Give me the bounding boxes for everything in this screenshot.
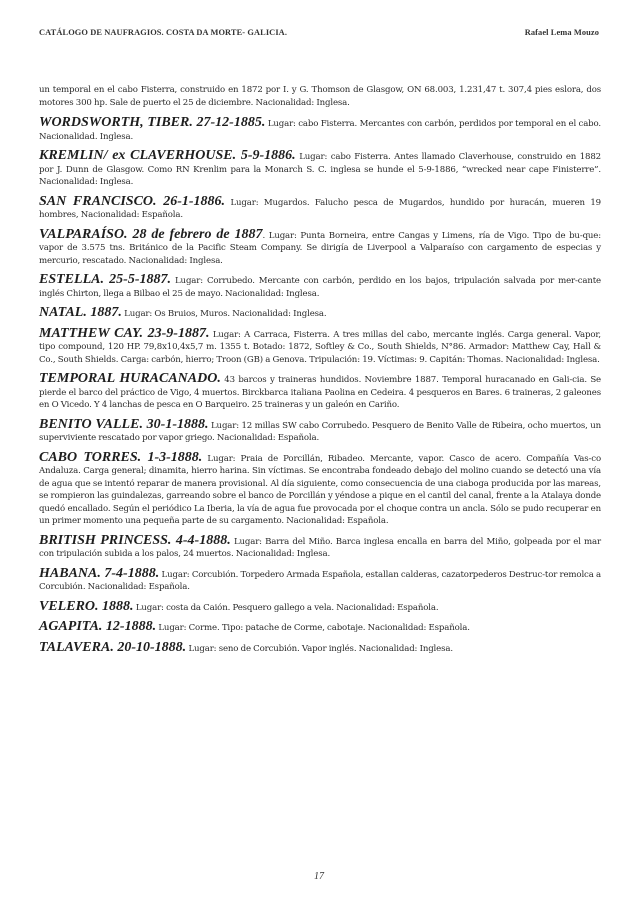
entry-text: Lugar: Barra del Miño. Barca inglesa encalla en barra del Miño, golpeada por el mar con tripulación subida a los palos, 24 muertos. Nacionalidad: Inglesa. bbox=[39, 536, 601, 559]
entry-title: WORDSWORTH, TIBER. 27-12-1885. bbox=[39, 115, 266, 130]
shipwreck-entry bbox=[39, 565, 601, 594]
entry-title: VALPARAÍSO. 28 de febrero de 1887 bbox=[39, 226, 263, 242]
entry-title: CABO TORRES. 1-3-1888. bbox=[39, 449, 203, 465]
shipwreck-entry bbox=[39, 226, 601, 268]
entry-text: . Lugar: Punta Borneira, entre Cangas y Limens, ría de Vigo. Tipo de bu-que: vapor de 3.575 tns. Británico de la Pacific Steam Company. Se dirigía de Liverpool a Valparaíso con cargamento de especias y mercurio, rescatado. Nacionalidad: Inglesa. bbox=[39, 230, 601, 266]
shipwreck-entry bbox=[39, 621, 601, 635]
shipwreck-entry bbox=[39, 639, 601, 656]
entry-text: Lugar: seno de Corcubión. Vapor inglés. Nacionalidad: Inglesa. bbox=[188, 643, 453, 654]
entry-text: Lugar: costa da Caión. Pesquero gallego a vela. Nacionalidad: Española. bbox=[135, 602, 439, 613]
shipwreck-entry bbox=[39, 274, 601, 300]
entry-title: BRITISH PRINCESS. 4-4-1888. bbox=[39, 532, 231, 548]
entry-title: MATTHEW CAY. 23-9-1887. bbox=[39, 325, 210, 341]
entries-list bbox=[39, 84, 601, 662]
entry-text: Lugar: Praia de Porcillán, Ribadeo. Mercante, vapor. Casco de acero. Compañía Vas-co Andaluza. Carga general; dinamita, hierro harina. Sin víctimas. Se encontraba fondeado debajo del molino cuando se detectó una vía de agua que se intentó reparar de manera provisional. Al día siguiente, como consecuencia de una ciaboga producida por las mareas, se rompieron las guindalezas, garreando sobre el banco de Porcillán y yéndose a pique en el cantil del canal, frente a la Atalaya donde quedó encallado. Según el periódico La Iberia, la vía de agua fue provocada por el choque contra un ancla. Sólo se pudo recuperar en un primer momento una pequeña parte de su cargamento. Nacionalidad: Española. bbox=[39, 453, 601, 526]
shipwreck-entry bbox=[39, 598, 601, 615]
entry-text: Lugar: Corcubión. Torpedero Armada Española, estallan calderas, cazatorpederos Destruc-tor remolca a Corcubión. Nacionalidad: Española. bbox=[39, 569, 601, 592]
shipwreck-entry bbox=[39, 416, 601, 445]
entry-title: NATAL. 1887. bbox=[39, 305, 122, 320]
shipwreck-entry bbox=[39, 307, 601, 321]
entry-title: HABANA. 7-4-1888. bbox=[39, 565, 160, 581]
shipwreck-entry bbox=[39, 150, 601, 189]
running-header bbox=[39, 28, 599, 37]
entry-title: TEMPORAL HURACANADO. bbox=[39, 371, 221, 386]
entry-title: KREMLIN/ ex CLAVERHOUSE. 5-9-1886. bbox=[39, 148, 296, 163]
header-catalog-title: CATÁLOGO DE NAUFRAGIOS. COSTA DA MORTE- GALICIA. bbox=[39, 28, 288, 37]
entry-title: TALAVERA. 20-10-1888. bbox=[39, 639, 187, 655]
shipwreck-entry bbox=[39, 117, 601, 143]
entry-title: AGAPITA. 12-1888. bbox=[39, 619, 157, 634]
entry-text: Lugar: Corme. Tipo: patache de Corme, cabotaje. Nacionalidad: Española. bbox=[158, 623, 470, 633]
shipwreck-entry bbox=[39, 84, 601, 109]
entry-text: Lugar: 12 millas SW cabo Corrubedo. Pesquero de Benito Valle de Ribeira, ocho muertos, un superviviente rescatado por vapor griego. Nacionalidad: Española. bbox=[39, 420, 601, 443]
entry-text: Lugar: Mugardos. Falucho pesca de Mugardos, hundido por huracán, mueren 19 hombres, Nacionalidad: Española. bbox=[39, 197, 602, 220]
entry-title: VELERO. 1888. bbox=[39, 598, 134, 614]
page-number: 17 bbox=[314, 871, 324, 882]
shipwreck-entry bbox=[39, 193, 602, 222]
entry-text: Lugar: Os Bruios, Muros. Nacionalidad: Inglesa. bbox=[124, 309, 327, 319]
entry-text: Lugar: cabo Fisterra. Antes llamado Claverhouse, construido en 1882 por J. Dunn de Glasgow. Como RN Krenlim para la Monarch S. C. inglesa se hunde el 5-9-1886, “wrecked near cape Finisterre”. Nacionalidad: Inglesa. bbox=[39, 152, 601, 187]
entry-text: 43 barcos y traineras hundidos. Noviembre 1887. Temporal huracanado en Gali-cia. Se pierde el barco del práctico de Vigo, 4 muertos. Birckbarca italiana Paolina en Cedeira. 4 pesqueros en Bares. 6 traineras, 2 galeones en O Vicedo. Y 4 lanchas de pesca en O Barqueiro. 25 traineras y un galeón en Cariño. bbox=[39, 375, 601, 410]
entry-text: un temporal en el cabo Fisterra, construido en 1872 por I. y G. Thomson de Glasgow, ON 68.003, 1.231,47 t. 307,4 pies eslora, dos motores 300 hp. Sale de puerto el 25 de diciembre. Nacionalidad: Inglesa. bbox=[39, 85, 601, 108]
entry-title: BENITO VALLE. 30-1-1888. bbox=[39, 416, 209, 432]
shipwreck-entry bbox=[39, 325, 601, 367]
shipwreck-entry bbox=[39, 532, 601, 561]
entry-title: SAN FRANCISCO. 26-1-1886. bbox=[39, 193, 226, 209]
shipwreck-entry bbox=[39, 373, 601, 412]
entry-text: Lugar: A Carraca, Fisterra. A tres millas del cabo, mercante inglés. Carga general. Vapor, tipo compound, 120 HP. 79,8x10,4x5,7 m. 1355 t. Botado: 1872, Softley & Co., South Shields, N°86. Armador: Matthew Cay, Hall & Co., South Shields. Carga: carbón, hierro; Troon (GB) a Genova. Tripulación: 19. Víctimas: 9. Capitán: Thomas. Nacionalidad: Inglesa. bbox=[39, 329, 601, 365]
entry-title: ESTELLA. 25-5-1887. bbox=[39, 272, 171, 287]
entry-text: Lugar: cabo Fisterra. Mercantes con carbón, perdidos por temporal en el cabo. Nacionalidad. Inglesa. bbox=[39, 119, 601, 142]
header-author: Rafael Lema Mouzo bbox=[524, 28, 599, 37]
entry-text: Lugar: Corrubedo. Mercante con carbón, perdido en los bajos, tripulación salvada por mer-cante inglés Chirton, llega a Bilbao el 25 de mayo. Nacionalidad: Inglesa. bbox=[39, 276, 601, 299]
shipwreck-entry bbox=[39, 449, 601, 528]
